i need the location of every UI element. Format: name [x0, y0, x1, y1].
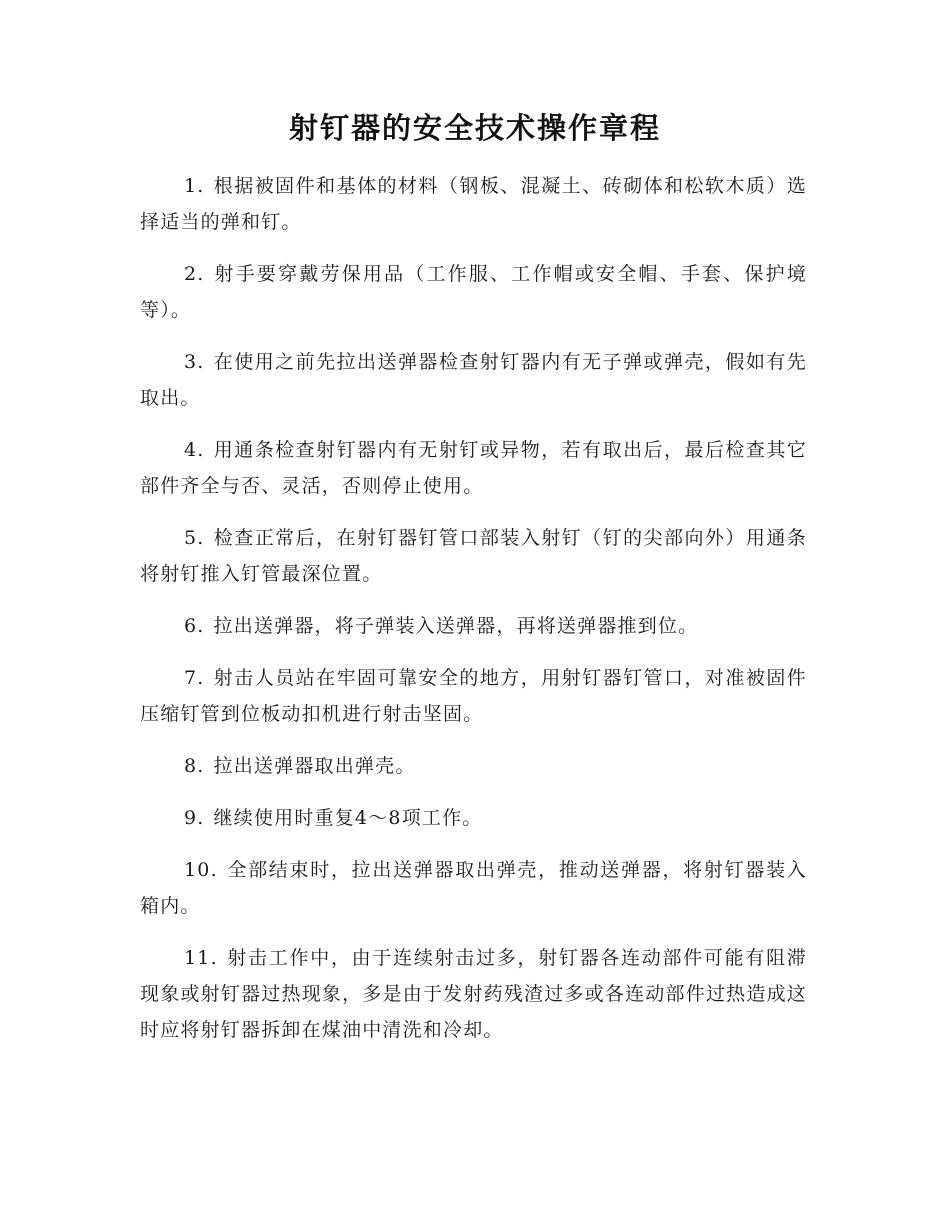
item-number: 7.: [184, 667, 205, 689]
item-number: 2.: [184, 263, 205, 285]
item-number: 9.: [184, 807, 205, 829]
list-item: [140, 256, 807, 328]
list-item: [140, 852, 807, 924]
list-item: [140, 344, 807, 416]
item-text: 拉出送弹器，将子弹装入送弹器，再将送弹器推到位。: [213, 615, 699, 637]
item-text: 检查正常后，在射钉器钉管口部装入射钉（钉的尖部向外）用通条将射钉推入钉管最深位置。: [140, 527, 807, 585]
list-item: [140, 748, 807, 784]
item-text: 根据被固件和基体的材料（钢板、混凝土、砖砌体和松软木质）选择适当的弹和钉。: [140, 175, 807, 233]
document-body: [140, 168, 807, 1064]
list-item: [140, 608, 807, 644]
item-text: 用通条检查射钉器内有无射钉或异物，若有取出后，最后检查其它部件齐全与否、灵活，否则停止使用。: [140, 439, 807, 497]
item-number: 8.: [184, 755, 205, 777]
item-number: 5.: [184, 527, 205, 549]
item-text: 射击工作中，由于连续射击过多，射钉器各连动部件可能有阻滞现象或射钉器过热现象，多是由于发射药残渣过多或各连动部件过热造成这时应将射钉器拆卸在煤油中清洗和冷却。: [140, 947, 807, 1041]
item-text: 射击人员站在牢固可靠安全的地方，用射钉器钉管口，对准被固件压缩钉管到位板动扣机进行射击坚固。: [140, 667, 807, 725]
list-item: [140, 940, 807, 1048]
list-item: [140, 432, 807, 504]
item-number: 10.: [184, 859, 218, 881]
document-title: 射钉器的安全技术操作章程: [288, 111, 661, 145]
list-item: [140, 520, 807, 592]
item-text: 射手要穿戴劳保用品（工作服、工作帽或安全帽、手套、保护境等）。: [140, 263, 807, 321]
item-number: 3.: [184, 351, 205, 373]
list-item: [140, 168, 807, 240]
item-number: 11.: [184, 947, 218, 969]
item-number: 1.: [184, 175, 205, 197]
item-text: 继续使用时重复4～8项工作。: [213, 807, 483, 829]
list-item: [140, 660, 807, 732]
item-number: 4.: [184, 439, 205, 461]
item-text: 全部结束时，拉出送弹器取出弹壳，推动送弹器，将射钉器装入箱内。: [140, 859, 807, 917]
item-text: 在使用之前先拉出送弹器检查射钉器内有无子弹或弹壳，假如有先取出。: [140, 351, 807, 409]
list-item: [140, 800, 807, 836]
item-number: 6.: [184, 615, 205, 637]
item-text: 拉出送弹器取出弹壳。: [213, 755, 416, 777]
